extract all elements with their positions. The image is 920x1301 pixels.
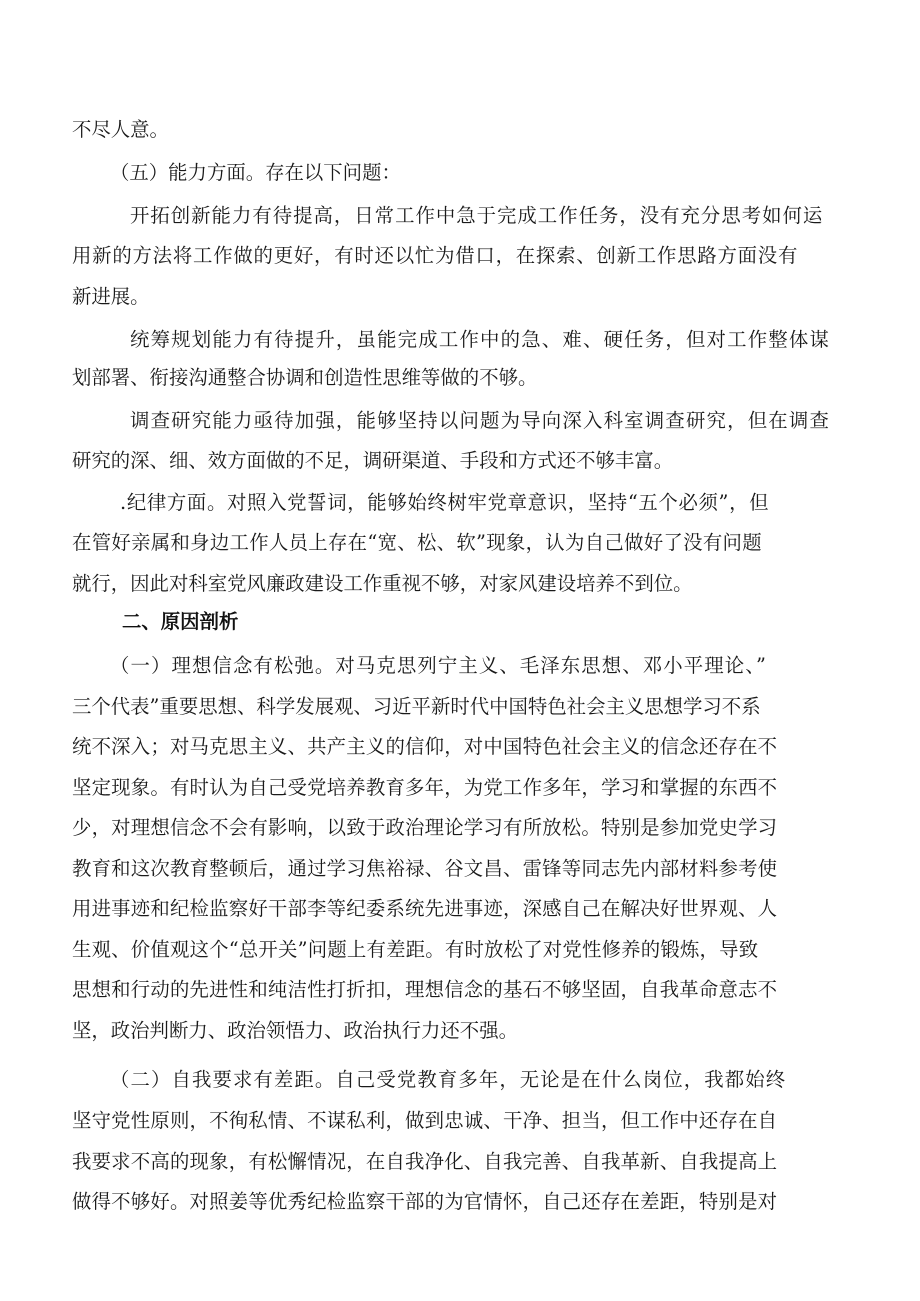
text-line: 坚守党性原则，不徇私情、不谋私利，做到忠诚、干净、担当，但工作中还存在自: [72, 1109, 778, 1132]
text-line: 坚定现象。有时认为自己受党培养教育多年，为党工作多年，学习和掌握的东西不: [72, 776, 778, 799]
text-line: 统不深入；对马克思主义、共产主义的信仰，对中国特色社会主义的信念还存在不: [72, 735, 778, 758]
text-line: （二）自我要求有差距。自己受党教育多年，无论是在什么岗位，我都始终: [110, 1068, 787, 1091]
text-line: 不尽人意。: [72, 118, 169, 141]
text-line: 三个代表”重要思想、科学发展观、习近平新时代中国特色社会主义思想学习不系: [72, 695, 761, 718]
text-line: 我要求不高的现象，有松懈情况，在自我净化、自我完善、自我革新、自我提高上: [72, 1150, 778, 1173]
text-line: 就行，因此对科室党风廉政建设工作重视不够，对家风建设培养不到位。: [72, 572, 693, 595]
text-line: 划部署、衔接沟通整合协调和创造性思维等做的不够。: [72, 366, 538, 389]
text-line: 新进展。: [72, 285, 150, 308]
text-line: 统筹规划能力有待提升，虽能完成工作中的急、难、硬任务，但对工作整体谋: [130, 328, 831, 351]
text-line: 用进事迹和纪检监察好干部李等纪委系统先进事迹，深感自己在解决好世界观、人: [72, 897, 778, 920]
text-line: 做得不够好。对照姜等优秀纪检监察干部的为官情怀，自己还存在差距，特别是对: [72, 1190, 778, 1213]
text-line: 生观、价值观这个“总开关”问题上有差距。有时放松了对党性修养的锻炼，导致: [72, 938, 759, 961]
text-line: 在管好亲属和身边工作人员上存在“宽、松、软”现象，认为自己做好了没有问题: [72, 531, 762, 554]
text-line: 少，对理想信念不会有影响，以致于政治理论学习有所放松。特别是参加党史学习: [72, 816, 778, 839]
text-line: .纪律方面。对照入党誓词，能够始终树牢党章意识，坚持“五个必须”，但: [120, 491, 770, 514]
text-line: （一）理想信念有松弛。对马克思列宁主义、毛泽东思想、邓小平理论、”: [110, 654, 768, 677]
section-heading: 二、原因剖析: [122, 610, 239, 633]
section-subheading: （五）能力方面。存在以下问题：: [110, 161, 401, 184]
text-line: 调查研究能力亟待加强，能够坚持以问题为导向深入科室调查研究，但在调查: [130, 409, 831, 432]
text-line: 开拓创新能力有待提高，日常工作中急于完成工作任务，没有充分思考如何运: [130, 204, 824, 227]
text-line: 研究的深、细、效方面做的不足，调研渠道、手段和方式还不够丰富。: [72, 449, 674, 472]
text-line: 思想和行动的先进性和纯洁性打折扣，理想信念的基石不够坚固，自我革命意志不: [72, 978, 778, 1001]
text-line: 教育和这次教育整顿后，通过学习焦裕禄、谷文昌、雷锋等同志先内部材料参考使: [72, 857, 778, 880]
text-line: 用新的方法将工作做的更好，有时还以忙为借口，在探索、创新工作思路方面没有: [72, 244, 799, 267]
text-line: 坚，政治判断力、政治领悟力、政治执行力还不强。: [72, 1019, 518, 1042]
